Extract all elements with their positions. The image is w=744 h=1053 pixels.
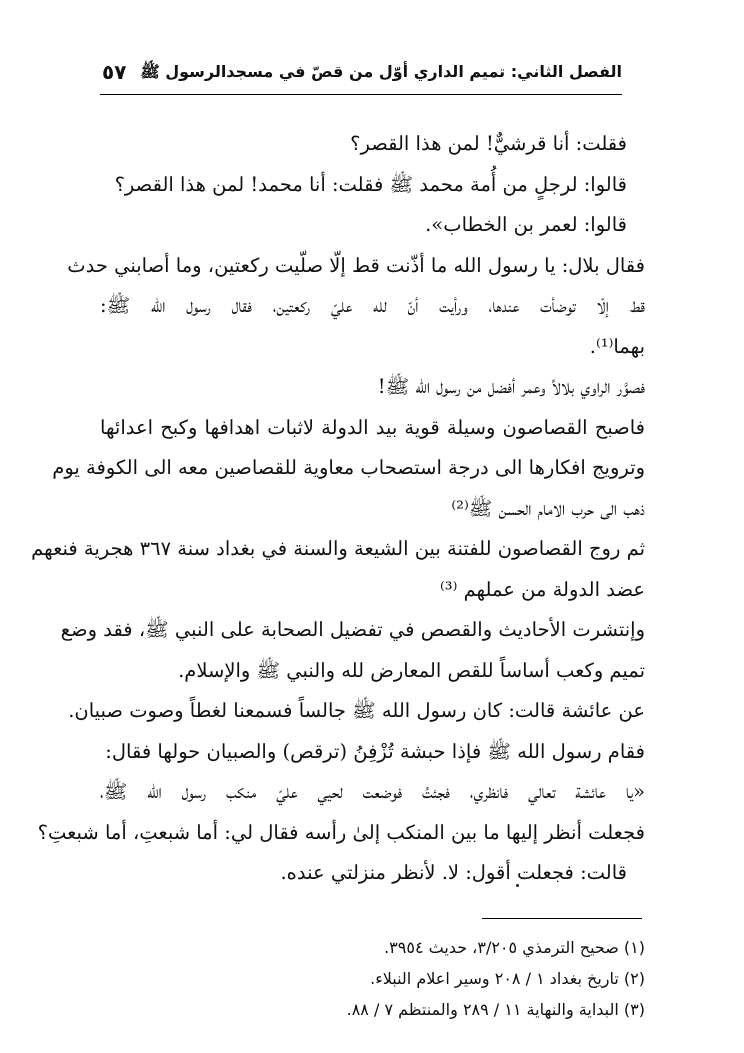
footnote-item: (٢) تاريخ بغداد ١ / ٢٠٨ وسير اعلام النبلاء.: [370, 969, 645, 988]
page-number: ٥٧: [102, 60, 127, 84]
text-line: فقام رسول الله ﷺ فإذا حبشة تُزْفِنُ (ترقص) والصبيان حولها فقال:: [105, 739, 645, 763]
text-line: فاصبح القصاصون وسيلة قوية بيد الدولة لاثبات اهدافها وكبح اعدائها: [100, 415, 645, 439]
main-text: [31, 124, 645, 894]
text-line: فقال بلال: يا رسول الله ما أذّنت قط إلّا صلّيت ركعتين، وما أصابني حدث: [67, 253, 645, 277]
text-line: قالوا: لرجلٍ من أُمة محمد ﷺ فقلت: أنا محمد! لمن هذا القصر؟: [114, 172, 627, 196]
text-line: قط إلّا توضأت عندها، ورأيت أنّ لله عليّ ركعتين، فقال رسول الله ﷺ:: [100, 294, 645, 317]
text-line: قالوا: لعمر بن الخطاب».: [425, 213, 627, 236]
footnote-item: (٣) البداية والنهاية ١١ / ٢٨٩ والمنتظم ٧ / ٨٨.: [346, 1000, 645, 1019]
text-line: عن عائشة قالت: كان رسول الله ﷺ جالساً فسمعنا لغطاً وصوت صبيان.: [68, 699, 645, 722]
text-line: فصوَّر الراوي بلالاً وعمر أفضل من رسول الله ﷺ!: [377, 375, 645, 398]
text-line: بهما⁽¹⁾.: [589, 334, 645, 358]
footnote-item: (١) صحيح الترمذي ٣/٢٠٥، حديث ٣٩٥٤.: [384, 938, 645, 957]
text-line: عضد الدولة من عملهم ⁽³⁾: [439, 577, 645, 601]
text-line: ثم روج القصاصون للفتنة بين الشيعة والسنة في بغداد سنة ٣٦٧ هجرية فنعهم: [31, 537, 645, 560]
text-line: قالت: فجعلت أقول: لا. لأنظر منزلتي عنده.: [280, 861, 627, 884]
text-line: تميم وكعب أساساً للقص المعارض لله والنبي ﷺ والإسلام.: [178, 658, 645, 682]
text-line: فجعلت أنظر إليها ما بين المنكب إلىٰ رأسه فقال لي: أما شبعتِ، أما شبعتِ؟: [37, 820, 645, 844]
text-line: فقلت: أنا قرشيٌّ! لمن هذا القصر؟: [350, 132, 627, 155]
chapter-title: الفصل الثاني: تميم الداري أوّل من قصّ في مسجدالرسول ﷺ: [140, 62, 622, 81]
text-line: «يا عائشة تعالي فانظري، فجئتُ فوضعت لحيي عليّ منكب رسول الله ﷺ،: [100, 780, 645, 803]
footnote-rule: [482, 918, 642, 919]
text-line: وترويج افكارها الى درجة استصحاب معاوية للقصاصين معه الى الكوفة يوم: [52, 456, 645, 479]
text-line: ذهب الى حرب الامام الحسن ﷺ⁽²⁾: [451, 496, 645, 520]
footnotes: [100, 932, 645, 1025]
text-line: وإنتشرت الأحاديث والقصص في تفضيل الصحابة على النبي ﷺ، فقد وضع: [60, 618, 645, 641]
page-header: [100, 58, 622, 95]
separator-dot: [516, 884, 519, 887]
